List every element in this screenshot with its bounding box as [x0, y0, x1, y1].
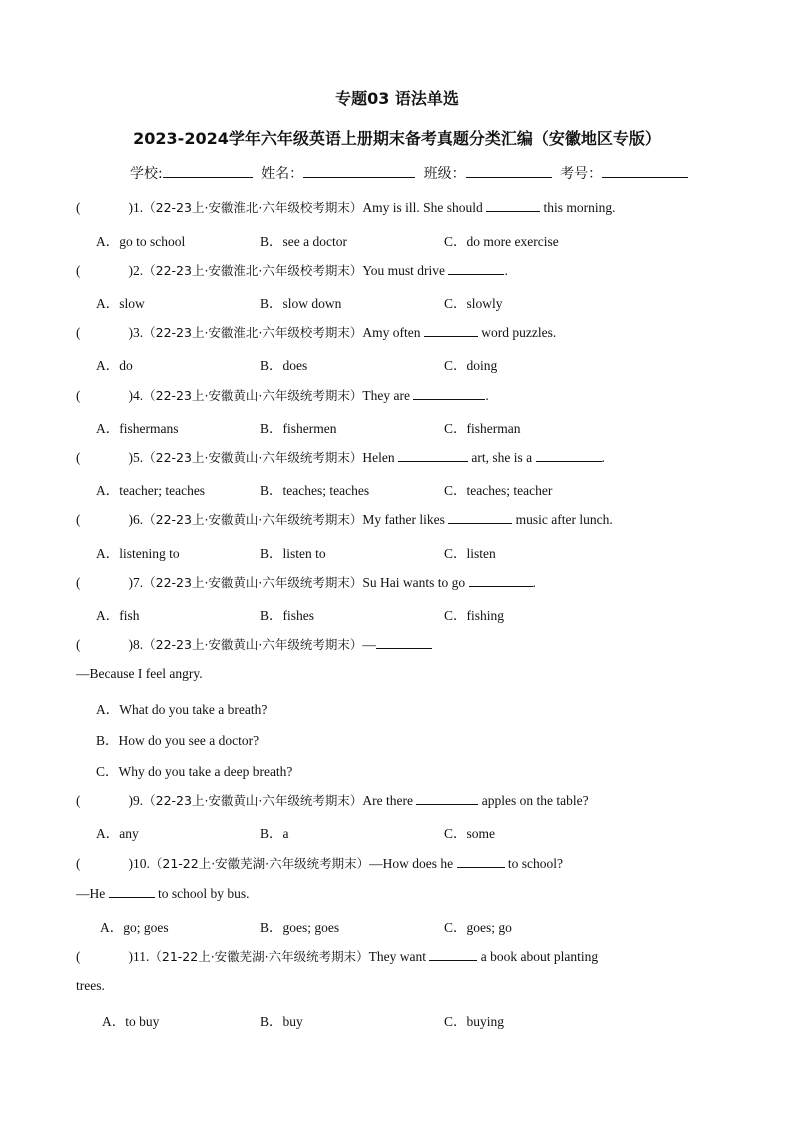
answer-blank[interactable]	[429, 948, 477, 961]
option-b[interactable]: B．buy	[260, 1014, 303, 1029]
school-label: 学校:	[130, 166, 163, 182]
question-10-reply: —He to school by bus.	[76, 886, 250, 901]
option-b[interactable]: B．listen to	[260, 546, 326, 561]
exam-no-blank[interactable]	[602, 163, 688, 178]
school-blank[interactable]	[163, 163, 253, 178]
question-8: ( )8.（22-23上·安徽黄山·六年级统考期末）—	[76, 635, 432, 653]
page-subtitle: 2023-2024学年六年级英语上册期末备考真题分类汇编（安徽地区专版）	[133, 129, 661, 148]
answer-blank[interactable]	[416, 792, 478, 805]
question-7: ( )7.（22-23上·安徽黄山·六年级统考期末）Su Hai wants to go .	[76, 575, 536, 590]
option-a[interactable]: A．to buy	[102, 1014, 160, 1029]
exam-no-label: 考号：	[560, 166, 603, 182]
answer-blank[interactable]	[398, 449, 468, 462]
option-c[interactable]: C．listen	[444, 546, 496, 561]
question-6: ( )6.（22-23上·安徽黄山·六年级统考期末）My father likes music after lunch.	[76, 512, 613, 527]
question-3: ( )3.（22-23上·安徽淮北·六年级校考期末）Amy often word puzzles.	[76, 325, 557, 340]
answer-blank[interactable]	[457, 855, 505, 868]
question-10: ( )10.（21-22上·安徽芜湖·六年级统考期末）—How does he to school?	[76, 856, 564, 871]
answer-blank[interactable]	[413, 387, 485, 400]
option-b[interactable]: B．teaches; teaches	[260, 483, 370, 498]
option-b[interactable]: B．goes; goes	[260, 920, 340, 935]
question-8-reply: —Because I feel angry.	[76, 666, 203, 681]
option-b[interactable]: B．does	[260, 358, 308, 373]
option-a[interactable]: A．any	[96, 826, 139, 841]
option-b[interactable]: B．fishes	[260, 608, 314, 623]
option-c[interactable]: C．goes; go	[444, 920, 512, 935]
answer-blank[interactable]	[424, 324, 478, 337]
page-title: 专题03 语法单选	[335, 89, 459, 108]
option-c[interactable]: C．some	[444, 826, 496, 841]
option-b[interactable]: B．see a doctor	[260, 234, 347, 249]
option-a[interactable]: A．fish	[96, 608, 140, 623]
option-c[interactable]: C．teaches; teacher	[444, 483, 553, 498]
question-11: ( )11.（21-22上·安徽芜湖·六年级统考期末）They want a book about planting	[76, 949, 599, 964]
class-label: 班级：	[423, 166, 466, 182]
answer-blank[interactable]	[469, 574, 533, 587]
option-c[interactable]: C．Why do you take a deep breath?	[96, 764, 293, 779]
option-b[interactable]: B．a	[260, 826, 289, 841]
question-4: ( )4.（22-23上·安徽黄山·六年级统考期末）They are .	[76, 388, 489, 403]
answer-blank[interactable]	[448, 262, 504, 275]
question-1: ( )1.（22-23上·安徽淮北·六年级校考期末）Amy is ill. She should this morning.	[76, 200, 616, 215]
option-c[interactable]: C．doing	[444, 358, 498, 373]
student-info-row	[130, 163, 692, 183]
answer-blank[interactable]	[448, 511, 512, 524]
name-blank[interactable]	[303, 163, 415, 178]
option-a[interactable]: A．teacher; teaches	[96, 483, 206, 498]
option-a[interactable]: A．go; goes	[100, 920, 169, 935]
option-a[interactable]: A．fishermans	[96, 421, 179, 436]
answer-blank[interactable]	[109, 885, 155, 898]
option-c[interactable]: C．fishing	[444, 608, 505, 623]
answer-blank[interactable]	[536, 449, 602, 462]
name-label: 姓名：	[261, 166, 304, 182]
question-5: ( )5.（22-23上·安徽黄山·六年级统考期末）Helen art, she is a .	[76, 450, 605, 465]
option-b[interactable]: B．slow down	[260, 296, 342, 311]
option-a[interactable]: A．What do you take a breath?	[96, 702, 268, 717]
question-11-continued: trees.	[76, 978, 105, 993]
question-9: ( )9.（22-23上·安徽黄山·六年级统考期末）Are there apples on the table?	[76, 793, 589, 808]
class-blank[interactable]	[466, 163, 552, 178]
option-a[interactable]: A．slow	[96, 296, 145, 311]
question-2: ( )2.（22-23上·安徽淮北·六年级校考期末）You must drive .	[76, 263, 508, 278]
option-c[interactable]: C．do more exercise	[444, 234, 559, 249]
option-c[interactable]: C．slowly	[444, 296, 503, 311]
option-a[interactable]: A．listening to	[96, 546, 180, 561]
option-c[interactable]: C．buying	[444, 1014, 505, 1029]
option-b[interactable]: B．How do you see a doctor?	[96, 733, 260, 748]
option-a[interactable]: A．do	[96, 358, 133, 373]
answer-blank[interactable]	[486, 199, 540, 212]
option-c[interactable]: C．fisherman	[444, 421, 521, 436]
option-b[interactable]: B．fishermen	[260, 421, 337, 436]
option-a[interactable]: A．go to school	[96, 234, 186, 249]
answer-blank[interactable]	[376, 636, 432, 649]
